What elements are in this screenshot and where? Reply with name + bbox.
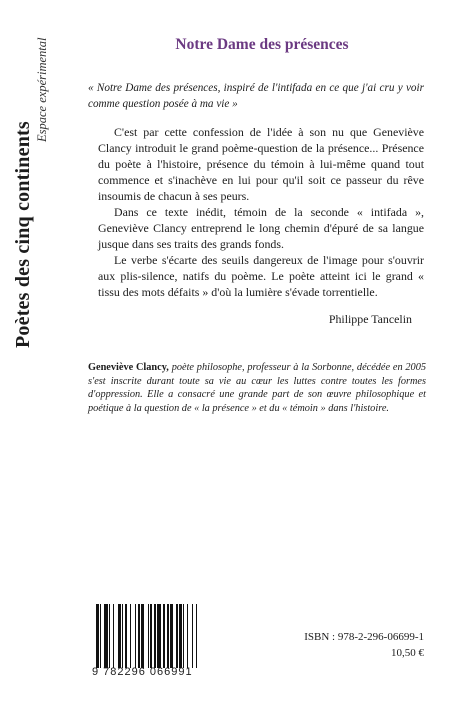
barcode [92, 604, 216, 680]
series-block [12, 18, 50, 348]
blurb [98, 124, 424, 300]
epigraph-quote: « Notre Dame des présences, inspiré de l'intifada en ce que j'ai cru y voir comme question posée à ma vie » [88, 82, 424, 110]
back-cover-main [88, 0, 426, 415]
book-title: Notre Dame des présences [175, 36, 349, 53]
price: 10,50 € [391, 647, 424, 659]
series-subtitle: Espace expérimental [35, 37, 49, 142]
barcode-bar [197, 604, 198, 668]
isbn: ISBN : 978-2-296-06699-1 [304, 631, 424, 643]
signature: Philippe Tancelin [328, 312, 412, 326]
blurb-paragraph: Le verbe s'écarte des seuils dangereux de l'image pour s'ouvrir aux plis-silence, natifs du poème. Le poète atteint ici le grand « tissu des mots défaits » d'où la lumière s'évade torrentielle. [98, 253, 424, 299]
barcode-bars [96, 604, 212, 668]
author-bio [88, 361, 426, 415]
spine-area [0, 0, 64, 717]
blurb-paragraph: Dans ce texte inédit, témoin de la seconde « intifada », Geneviève Clancy entreprend le long chemin d'épuré de sa langue jusque dans ses traits des grands fonds. [98, 205, 424, 251]
series-title: Poètes des cinq continents [12, 121, 34, 348]
author-bio-text: poète philosophe, professeur à la Sorbonne, décédée en 2005 s'est inscrite durant toute sa vie au cœur les luttes contre toutes les formes d'oppression. Elle a consacré une grande part de son œuvre philosophique et poétique à la question de « la présence » et du « témoin » dans l'histoire. [88, 362, 426, 414]
author-name: Geneviève Clancy, [88, 362, 169, 373]
barcode-digits: 9 782296 066991 [92, 666, 193, 678]
blurb-paragraph: C'est par cette confession de l'idée à son nu que Geneviève Clancy introduit le grand poème-question de la présence... Présence du poète à l'histoire, présence du témoin à lui-même quand tout commence et s'inachève en lui pour qu'il soit ce passeur du rêve insoumis de chacun à ses peurs. [98, 125, 424, 203]
